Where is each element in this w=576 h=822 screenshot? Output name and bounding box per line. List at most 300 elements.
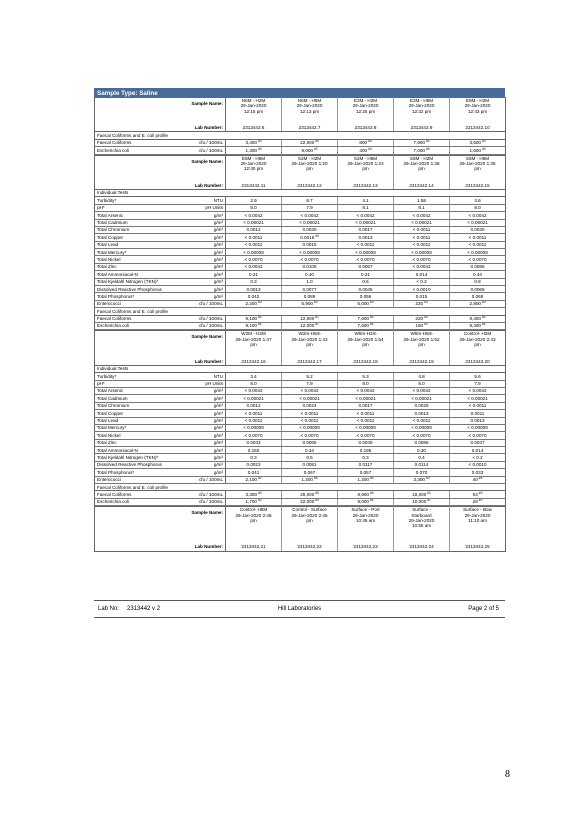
result-value: 0.195	[338, 447, 394, 454]
result-value: 5.6	[450, 373, 506, 380]
lab-number: 2313442.7	[282, 125, 338, 132]
result-value: 7,000$^{\#4}$	[394, 147, 450, 154]
result-value: < 0.0070	[282, 256, 338, 263]
result-value: 0.057	[338, 469, 394, 476]
result-qualifier: #0	[257, 300, 262, 305]
lab-number-label: Lab Number:	[95, 358, 226, 365]
lab-number-row	[95, 182, 506, 189]
result-value: < 0.2	[450, 454, 506, 461]
table-row	[95, 315, 506, 322]
company-name: Hill Laboratories	[277, 606, 322, 612]
result-qualifier: #4	[313, 476, 318, 481]
result-value: 0.0015$^{\#0}$	[282, 234, 338, 241]
sample-name: W5m-H5m 29-Jan-2020 1:52 pm	[394, 331, 450, 358]
result-value: 5.2	[282, 373, 338, 380]
sample-name: E2M - H2M 29-Jan-2020 12:25 pm	[338, 98, 394, 125]
result-value: < 0.0042	[338, 387, 394, 394]
result-value: 8.1	[338, 204, 394, 211]
result-value: < 0.0011	[450, 402, 506, 409]
result-value: 5,900$^{\#3}$	[282, 300, 338, 307]
test-name: Escherichia coli	[95, 322, 194, 329]
table-row	[95, 461, 506, 468]
sample-name: W5m-H2m 29-Jan-2020 1:54 pm	[338, 331, 394, 358]
result-value: 0.042	[226, 293, 282, 300]
test-name: Enterococci	[95, 300, 194, 307]
result-value: 0.0105	[282, 263, 338, 270]
result-value: 0.21	[226, 271, 282, 278]
sample-name: W2m-H5m 29-Jan-2020 1:43 pm	[282, 331, 338, 358]
test-unit: cfu / 100mL	[194, 147, 226, 154]
table-row	[95, 395, 506, 402]
test-unit: g/m³	[194, 226, 226, 233]
sample-name: E5M - H2M 29-Jan-2020 12:43 pm	[450, 98, 506, 125]
result-qualifier: #0	[478, 490, 483, 495]
result-value: 29,000$^{\#0}$	[282, 491, 338, 498]
result-value: 7.9	[450, 380, 506, 387]
test-name: Total Chromium	[95, 402, 194, 409]
test-name: Total Lead	[95, 417, 194, 424]
result-value: 1.0	[282, 278, 338, 285]
table-row	[95, 234, 506, 241]
table-row	[95, 410, 506, 417]
result-value: < 0.0011	[226, 234, 282, 241]
table-row	[95, 226, 506, 233]
sample-name: N5M - H2M 29-Jan-2020 12:15 pm	[226, 98, 282, 125]
result-qualifier: #3	[424, 300, 428, 305]
table-row	[95, 447, 506, 454]
result-value: 8.0	[338, 380, 394, 387]
result-value: 220$^{\#3}$	[394, 315, 450, 322]
result-value: 0.0017	[338, 226, 394, 233]
result-qualifier: #1	[315, 315, 319, 320]
result-value: 1,700$^{\#0}$	[226, 498, 282, 505]
test-name: Total Phosphorus*	[95, 469, 194, 476]
test-unit: cfu / 100mL	[194, 300, 226, 307]
result-value: < 0.00008	[338, 424, 394, 431]
test-unit: cfu / 100mL	[194, 491, 226, 498]
test-unit: cfu / 100mL	[194, 139, 226, 146]
test-unit: NTU	[194, 373, 226, 380]
result-qualifier: #0	[478, 498, 483, 503]
sample-name: Surface - Starboard 29-Jan-2020 10:55 am	[394, 507, 450, 544]
result-value: < 0.00021	[282, 219, 338, 226]
result-value: 8,400$^{\#4}$	[450, 322, 506, 329]
result-value: 0.3	[226, 454, 282, 461]
table-row	[95, 439, 506, 446]
result-value: < 0.00021	[450, 395, 506, 402]
test-unit: cfu / 100mL	[194, 322, 226, 329]
result-value: 800$^{\#4}$	[338, 139, 394, 146]
sample-name-row	[95, 98, 506, 125]
page-number: 8	[505, 769, 510, 780]
result-value: 0.041	[226, 469, 282, 476]
result-value: 0.067	[282, 469, 338, 476]
result-qualifier: #4	[368, 146, 372, 151]
test-unit: g/m³	[194, 286, 226, 293]
sample-name-label: Sample Name:	[95, 98, 226, 125]
test-name: Enterococci	[95, 476, 194, 483]
result-qualifier: #4	[478, 476, 483, 481]
result-value: < 0.0042	[394, 263, 450, 270]
test-unit: g/m³	[194, 271, 226, 278]
result-value: 0.0012	[226, 402, 282, 409]
sample-name-label: Sample Name:	[95, 331, 226, 358]
table-row	[95, 263, 506, 270]
result-value: 8.0	[226, 380, 282, 387]
result-qualifier: #0	[257, 146, 262, 151]
result-value: < 0.00021	[282, 395, 338, 402]
result-value: < 0.0070	[282, 432, 338, 439]
result-qualifier: #4	[257, 322, 262, 327]
sample-name: S2M - H5M 29-Jan-2020 1:23 pm	[338, 155, 394, 182]
result-qualifier: #4	[369, 490, 374, 495]
result-qualifier: #1	[427, 490, 431, 495]
result-value: < 0.0042	[338, 212, 394, 219]
result-qualifier: #3	[424, 322, 428, 327]
section-header-row	[95, 308, 506, 315]
result-value: 0.8	[450, 278, 506, 285]
table-row	[95, 212, 506, 219]
test-unit: g/m³	[194, 219, 226, 226]
result-value: < 0.00021	[338, 395, 394, 402]
lab-number: 2313442.19	[394, 358, 450, 365]
result-value: 3,500$^{\#0}$	[450, 139, 506, 146]
lab-number-row	[95, 358, 506, 365]
section-title: Faecal Coliforms and E. coli profile	[95, 308, 506, 315]
section-title: Faecal Coliforms and E. coli profile	[95, 132, 506, 139]
table-row	[95, 380, 506, 387]
test-unit: g/m³	[194, 461, 226, 468]
result-value: 7,600$^{\#4}$	[338, 322, 394, 329]
lab-number-row	[95, 125, 506, 132]
result-value: < 0.0011	[226, 417, 282, 424]
table-row	[95, 286, 506, 293]
table-row	[95, 476, 506, 483]
test-name: Total Mercury*	[95, 249, 194, 256]
test-name: Total Nickel	[95, 256, 194, 263]
result-value: < 0.00008	[226, 249, 282, 256]
result-qualifier: #4	[368, 139, 372, 144]
test-unit: g/m³	[194, 256, 226, 263]
result-qualifier: #0	[257, 490, 262, 495]
test-name: Total Mercury*	[95, 424, 194, 431]
result-value: < 0.00021	[226, 219, 282, 226]
result-qualifier: #0	[257, 476, 262, 481]
result-value: 8,000$^{\#4}$	[338, 498, 394, 505]
result-value: < 0.2	[394, 278, 450, 285]
result-value: 2,200$^{\#0}$	[226, 300, 282, 307]
lab-number: 2313442.9	[394, 125, 450, 132]
result-value: 0.0047	[450, 439, 506, 446]
sample-name: S5M - H5M 29-Jan-2020 1:35 pm	[450, 155, 506, 182]
section-header-row	[95, 365, 506, 372]
result-value: < 0.0010	[394, 286, 450, 293]
result-value: < 0.0011	[282, 410, 338, 417]
result-value: 0.0028	[394, 402, 450, 409]
result-value: < 0.00021	[226, 395, 282, 402]
result-value: < 0.0011	[450, 234, 506, 241]
result-value: 0.0086	[394, 439, 450, 446]
result-qualifier: #0	[481, 139, 486, 144]
result-qualifier: #4	[369, 476, 374, 481]
result-value: < 0.0011	[338, 241, 394, 248]
result-value: 0.089	[282, 293, 338, 300]
result-value: 22,000$^{\#0}$	[282, 498, 338, 505]
result-qualifier: #4	[257, 315, 262, 320]
lab-number: 2313442.6	[226, 125, 282, 132]
test-name: Total Zinc	[95, 439, 194, 446]
test-unit: g/m³	[194, 387, 226, 394]
result-value: 0.0030	[282, 226, 338, 233]
sample-block-table	[94, 155, 506, 331]
result-value: < 0.00008	[450, 249, 506, 256]
test-unit: cfu / 100mL	[194, 498, 226, 505]
result-value: < 0.0042	[282, 387, 338, 394]
result-value: 0.21	[338, 271, 394, 278]
result-value: 0.0013	[450, 417, 506, 424]
result-value: 0.44	[450, 271, 506, 278]
test-unit: g/m³	[194, 241, 226, 248]
test-unit: g/m³	[194, 278, 226, 285]
result-value: 9,000$^{\#2}$	[282, 147, 338, 154]
test-name: Total Arsenic	[95, 387, 194, 394]
result-value: 12,000$^{\#1}$	[282, 322, 338, 329]
test-name: Total Cadmium	[95, 395, 194, 402]
result-value: < 0.0011	[394, 226, 450, 233]
result-qualifier: #0	[315, 498, 319, 503]
test-name: Turbidity*	[95, 197, 194, 204]
test-unit: cfu / 100mL	[194, 315, 226, 322]
test-unit: g/m³	[194, 293, 226, 300]
result-qualifier: #3	[369, 300, 374, 305]
result-value: 0.0045	[338, 286, 394, 293]
lab-number: 2313442.12	[282, 182, 338, 189]
lab-number: 2313442.18	[338, 358, 394, 365]
result-qualifier: #2	[313, 146, 318, 151]
result-value: 0.0030	[450, 226, 506, 233]
table-row	[95, 491, 506, 498]
table-row	[95, 249, 506, 256]
result-value: 9,100$^{\#4}$	[226, 322, 282, 329]
result-qualifier: #4	[369, 498, 374, 503]
sample-name: S5M - H2M 29-Jan-2020 1:38 pm	[394, 155, 450, 182]
result-value: < 0.00008	[338, 249, 394, 256]
result-value: 0.014	[450, 447, 506, 454]
table-row	[95, 373, 506, 380]
result-value: < 0.0070	[338, 256, 394, 263]
result-value: 0.30	[394, 447, 450, 454]
test-name: Total Zinc	[95, 263, 194, 270]
result-value: 0.0013	[226, 286, 282, 293]
result-value: < 0.0070	[394, 256, 450, 263]
table-row	[95, 469, 506, 476]
lab-number: 2313442.20	[450, 358, 506, 365]
result-value: 0.0043	[226, 439, 282, 446]
result-value: 53$^{\#0}$	[450, 491, 506, 498]
result-value: 8.7	[282, 197, 338, 204]
section-title: Individual Tests	[95, 189, 506, 196]
sample-name-row	[95, 331, 506, 358]
sample-name-row	[95, 155, 506, 182]
result-value: 0.0013	[338, 234, 394, 241]
result-value: < 0.00008	[394, 424, 450, 431]
result-value: 0.0049	[338, 439, 394, 446]
table-row	[95, 387, 506, 394]
sample-block-table	[94, 330, 506, 506]
test-unit: g/m³	[194, 424, 226, 431]
result-value: 220$^{\#3}$	[394, 300, 450, 307]
lab-number: 2313442.17	[282, 358, 338, 365]
result-qualifier: #0	[315, 139, 319, 144]
test-unit: NTU	[194, 197, 226, 204]
result-value: 0.0077	[282, 286, 338, 293]
result-value: 8,900$^{\#4}$	[338, 491, 394, 498]
lab-number-label: Lab Number:	[95, 544, 226, 551]
table-row	[95, 139, 506, 146]
lab-number: 2313442.24	[394, 544, 450, 551]
result-value: 0.0067	[338, 263, 394, 270]
test-name: Total Copper	[95, 234, 194, 241]
table-row	[95, 197, 506, 204]
table-row	[95, 300, 506, 307]
sample-name: Surface - Port 29-Jan-2020 10:45 am	[338, 507, 394, 544]
result-value: < 0.0042	[282, 212, 338, 219]
test-name: Faecal Coliforms	[95, 315, 194, 322]
section-header-row	[95, 132, 506, 139]
test-name: Total Copper	[95, 410, 194, 417]
result-value: < 0.0011	[338, 417, 394, 424]
test-unit: pH Units	[194, 380, 226, 387]
result-value: 1,200$^{\#4}$	[338, 476, 394, 483]
result-value: 5.3	[338, 373, 394, 380]
result-value: 0.0011	[450, 410, 506, 417]
test-unit: g/m³	[194, 417, 226, 424]
result-qualifier: #4	[425, 146, 430, 151]
result-value: 3,400$^{\#0}$	[226, 139, 282, 146]
result-value: < 0.0070	[226, 256, 282, 263]
result-qualifier: #0	[315, 233, 319, 238]
result-value: 150$^{\#3}$	[394, 322, 450, 329]
result-value: 0.015	[394, 293, 450, 300]
lab-number: 2313442.11	[226, 182, 282, 189]
sample-block-table	[94, 97, 506, 155]
result-value: 2,100$^{\#0}$	[226, 476, 282, 483]
result-value: < 0.00008	[282, 249, 338, 256]
result-value: < 0.0011	[450, 241, 506, 248]
result-value: 8.0	[450, 204, 506, 211]
page-footer	[94, 600, 505, 618]
sample-name-label: Sample Name:	[95, 507, 226, 544]
result-value: < 0.00008	[226, 424, 282, 431]
test-name: pH*	[95, 204, 194, 211]
result-value: 0.068	[450, 293, 506, 300]
result-value: < 0.00021	[450, 219, 506, 226]
result-value: 8.0	[394, 380, 450, 387]
test-name: Turbidity*	[95, 373, 194, 380]
result-value: 3,300$^{\#0}$	[394, 476, 450, 483]
result-value: < 0.0070	[394, 432, 450, 439]
result-qualifier: #4	[481, 322, 486, 327]
result-qualifier: #0	[257, 139, 262, 144]
result-value: 0.40	[282, 271, 338, 278]
section-header-row	[95, 484, 506, 491]
test-name: Total Arsenic	[95, 212, 194, 219]
test-name: Total Nickel	[95, 432, 194, 439]
test-unit: g/m³	[194, 234, 226, 241]
result-value: 40$^{\#4}$	[450, 476, 506, 483]
result-qualifier: #1	[315, 322, 319, 327]
sample-name: Control- H2M 29-Jan-2020 2:43 pm	[450, 331, 506, 358]
lab-number-label: Lab Number:	[95, 182, 226, 189]
lab-number: 2313442.16	[226, 358, 282, 365]
sample-name: S2M - H2M 29-Jan-2020 1:20 pm	[282, 155, 338, 182]
result-value: 0.0017	[338, 402, 394, 409]
lab-number: 2313442.23	[338, 544, 394, 551]
result-value: < 0.0042	[450, 212, 506, 219]
result-value: < 0.0011	[338, 410, 394, 417]
test-unit: g/m³	[194, 469, 226, 476]
result-value: 0.4	[394, 454, 450, 461]
result-value: 0.056	[338, 293, 394, 300]
test-name: Total Ammoniacal-N	[95, 447, 194, 454]
result-value: 22,000$^{\#0}$	[282, 139, 338, 146]
result-value: 5,000$^{\#3}$	[338, 300, 394, 307]
section-header-row	[95, 189, 506, 196]
results-report	[94, 88, 505, 552]
test-unit: g/m³	[194, 249, 226, 256]
lab-number: 2313442.25	[450, 544, 506, 551]
test-name: Escherichia coli	[95, 498, 194, 505]
result-value: 0.3	[226, 278, 282, 285]
result-value: < 0.0042	[226, 212, 282, 219]
result-value: 0.070	[394, 469, 450, 476]
table-row	[95, 241, 506, 248]
result-value: < 0.0042	[226, 263, 282, 270]
table-row	[95, 402, 506, 409]
result-value: 0.34	[282, 447, 338, 454]
table-row	[95, 454, 506, 461]
test-unit: g/m³	[194, 410, 226, 417]
result-value: < 0.0042	[394, 212, 450, 219]
result-value: 0.033	[450, 469, 506, 476]
result-value: < 0.0011	[394, 417, 450, 424]
result-value: < 0.0010	[450, 461, 506, 468]
test-name: Total Ammoniacal-N	[95, 271, 194, 278]
test-unit: g/m³	[194, 263, 226, 270]
result-value: 0.014	[394, 271, 450, 278]
lab-number: 2313442.8	[338, 125, 394, 132]
result-value: 7.9	[282, 380, 338, 387]
result-value: 12,000$^{\#1}$	[282, 315, 338, 322]
test-unit: g/m³	[194, 402, 226, 409]
result-value: 0.0081	[282, 461, 338, 468]
lab-number: 2313442.13	[338, 182, 394, 189]
result-qualifier: #1	[427, 498, 431, 503]
section-title: Faecal Coliforms and E. coli profile	[95, 484, 506, 491]
page-indicator: Page 2 of 5	[468, 606, 499, 612]
lab-number-row	[95, 544, 506, 551]
result-value: 0.0023	[226, 461, 282, 468]
result-value: 2.9	[226, 197, 282, 204]
table-row	[95, 204, 506, 211]
result-value: 7.9	[282, 204, 338, 211]
lab-number: 2313442.22	[282, 544, 338, 551]
sample-name: Control- H5M 29-Jan-2020 2:48 pm	[226, 507, 282, 544]
result-value: 0.0085	[450, 263, 506, 270]
result-value: 0.0065	[282, 439, 338, 446]
result-value: 0.0117	[338, 461, 394, 468]
sample-name-row	[95, 507, 506, 544]
